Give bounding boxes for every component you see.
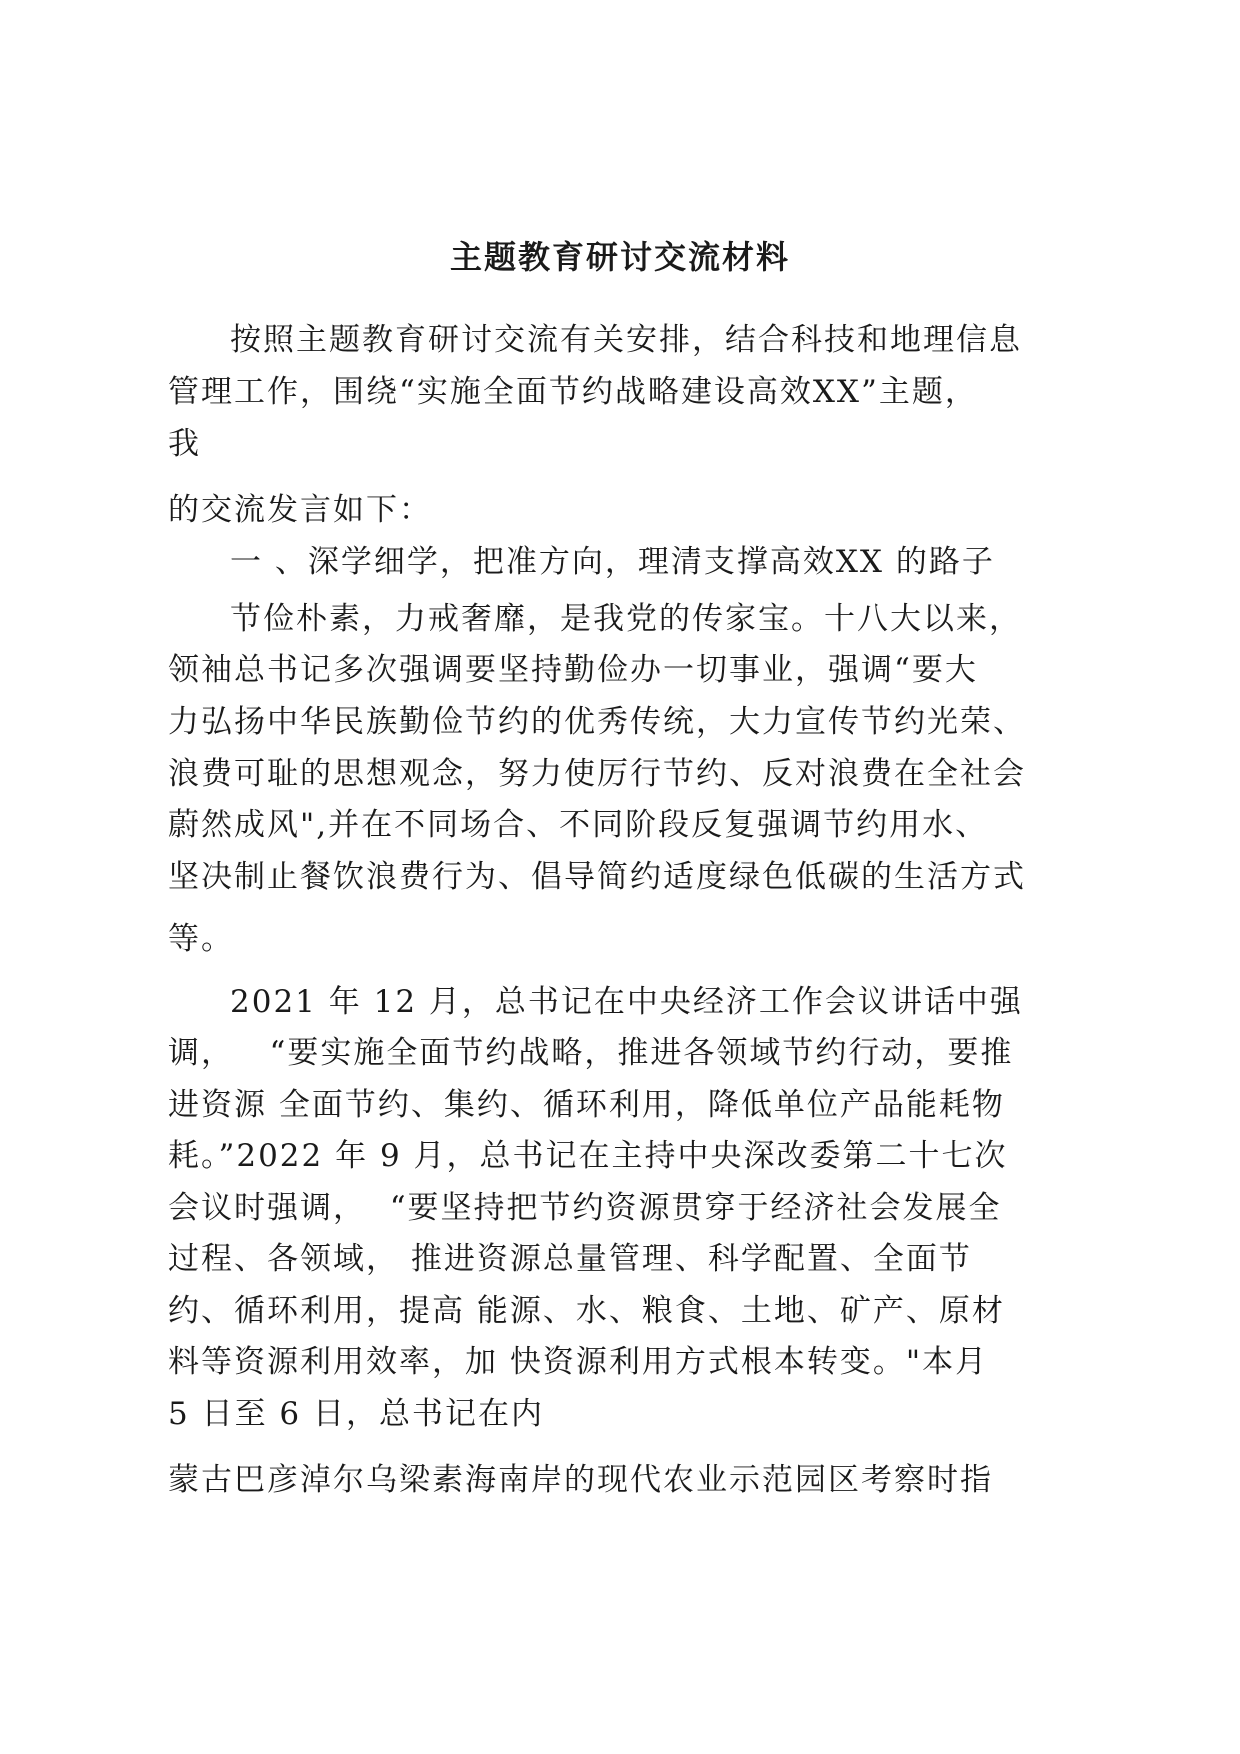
paragraph-line: 等。	[168, 921, 234, 957]
paragraph-line: 坚决制止餐饮浪费行为、倡导简约适度绿色低碳的生活方式	[168, 859, 1026, 895]
paragraph-line: 5 日至 6 日，总书记在内	[168, 1396, 545, 1432]
paragraph-line: 力弘扬中华民族勤俭节约的优秀传统，大力宣传节约光荣、	[168, 704, 1026, 740]
paragraph-line: 领袖总书记多次强调要坚持勤俭办一切事业，强调“要大	[168, 652, 978, 688]
paragraph-line: 管理工作，围绕“实施全面节约战略建设高效XX”主题，	[168, 374, 978, 410]
paragraph-line: 浪费可耻的思想观念，努力使厉行节约、反对浪费在全社会	[168, 756, 1026, 792]
paragraph-line: 会议时强调， “要坚持把节约资源贯穿于经济社会发展全	[168, 1190, 1002, 1226]
paragraph-line: 2021 年 12 月，总书记在中央经济工作会议讲话中强	[230, 984, 1023, 1020]
paragraph-line: 调， “要实施全面节约战略，推进各领域节约行动，要推	[168, 1035, 1014, 1071]
paragraph-line: 节俭朴素，力戒奢靡，是我党的传家宝。十八大以来，	[230, 601, 1022, 637]
section-heading: 一 、深学细学，把准方向，理清支撑高效XX 的路子	[230, 544, 995, 580]
paragraph-line: 过程、各领域， 推进资源总量管理、科学配置、全面节	[168, 1241, 972, 1277]
paragraph-line: 料等资源利用效率，加 快资源利用方式根本转变。"本月	[168, 1344, 989, 1380]
paragraph-line: 我	[168, 426, 201, 462]
paragraph-line: 耗。”2022 年 9 月，总书记在主持中央深改委第二十七次	[168, 1138, 1008, 1174]
paragraph-line: 按照主题教育研讨交流有关安排，结合科技和地理信息	[230, 322, 1022, 358]
paragraph-line: 进资源 全面节约、集约、循环利用，降低单位产品能耗物	[168, 1087, 1005, 1123]
document-title: 主题教育研讨交流材料	[449, 238, 790, 276]
paragraph-line: 的交流发言如下：	[168, 492, 432, 528]
paragraph-line: 蔚然成风",并在不同场合、不同阶段反复强调节约用水、	[168, 807, 989, 843]
paragraph-line: 约、循环利用，提高 能源、水、粮食、土地、矿产、原材	[168, 1293, 1005, 1329]
paragraph-line: 蒙古巴彦淖尔乌梁素海南岸的现代农业示范园区考察时指	[168, 1462, 993, 1498]
